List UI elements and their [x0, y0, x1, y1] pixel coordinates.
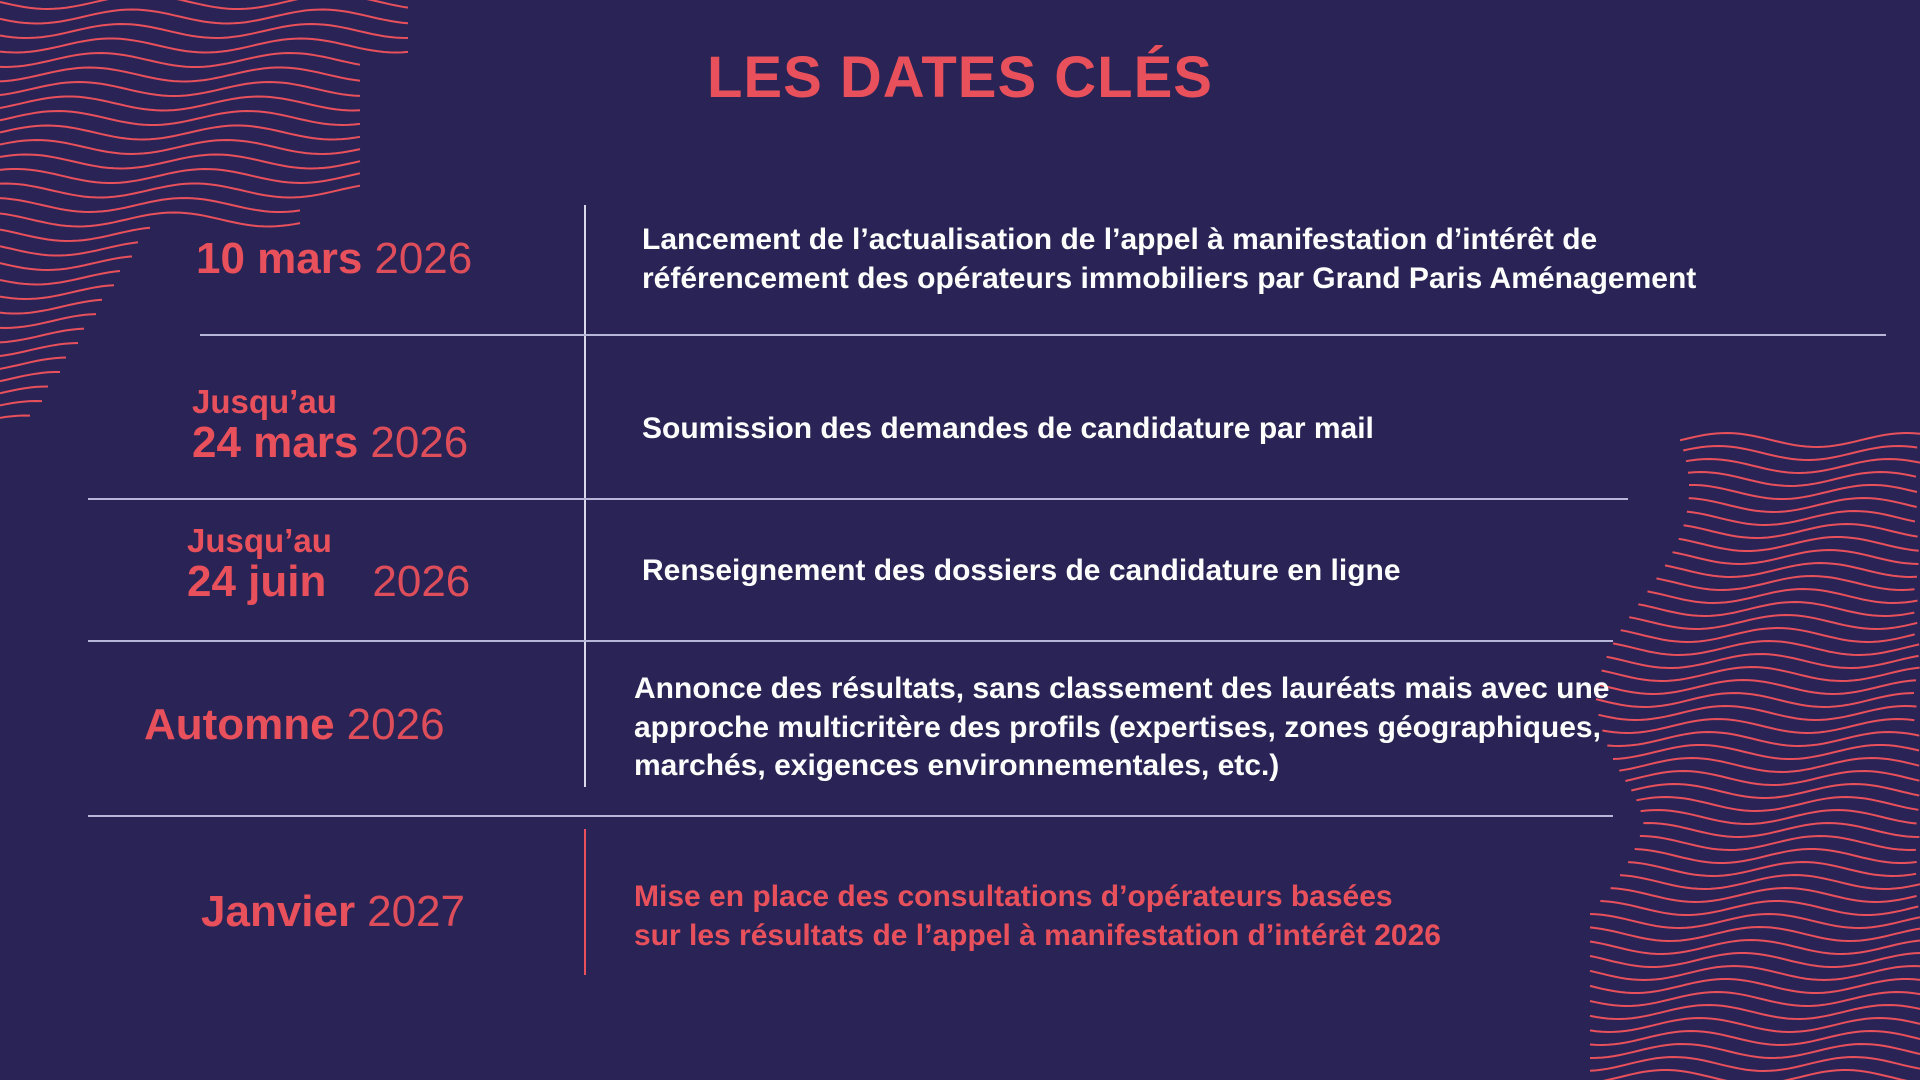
wave-line — [0, 401, 42, 405]
wave-line — [0, 126, 360, 140]
wave-line — [0, 271, 120, 285]
wave-line — [1600, 901, 1918, 915]
date-prefix: Jusqu’au — [187, 522, 332, 559]
description-line: Annonce des résultats, sans classement des lauréats mais avec une — [634, 672, 1610, 705]
wave-line — [1590, 953, 1920, 967]
wave-line — [1613, 641, 1919, 655]
date-label — [201, 889, 465, 935]
wave-line — [1628, 862, 1916, 876]
date-label — [187, 523, 470, 605]
wave-line — [1631, 784, 1919, 798]
wave-line — [1607, 732, 1919, 746]
wave-line — [1620, 875, 1920, 889]
wave-line — [1683, 446, 1917, 460]
wave-line — [1648, 589, 1918, 603]
wave-line — [1590, 966, 1920, 980]
wave-line — [1590, 1005, 1920, 1019]
wave-line — [0, 155, 360, 169]
milestone-description — [642, 221, 1696, 298]
wave-line — [0, 242, 138, 255]
wave-line — [1619, 758, 1919, 772]
wave-line — [1590, 1031, 1920, 1045]
wave-line — [0, 111, 360, 125]
wave-line — [0, 24, 408, 38]
wave-line — [1625, 771, 1919, 785]
wave-line — [0, 0, 408, 9]
wave-line — [1636, 797, 1918, 811]
wave-line — [0, 285, 114, 299]
wave-line — [0, 358, 66, 369]
wave-line — [0, 198, 300, 212]
date-main: Automne — [144, 700, 335, 749]
milestone-description — [634, 878, 1441, 955]
wave-line — [1640, 836, 1916, 850]
page-title: LES DATES CLÉS — [707, 45, 1213, 110]
wave-line — [1607, 654, 1919, 668]
wave-line — [1602, 667, 1920, 681]
wave-line — [1680, 433, 1920, 447]
wave-line — [1590, 1018, 1920, 1032]
date-label — [196, 236, 472, 282]
wave-line — [1638, 602, 1914, 616]
wave-line — [0, 329, 84, 343]
wave-line — [1590, 1057, 1920, 1071]
date-main: 10 mars — [196, 234, 363, 283]
wave-line — [0, 10, 408, 24]
wave-line — [1590, 914, 1920, 928]
wave-line — [0, 343, 78, 356]
description-line: sur les résultats de l’appel à manifestation d’intérêt 2026 — [634, 918, 1441, 952]
wave-line — [0, 387, 48, 394]
row-divider — [88, 815, 1613, 817]
date-main: Janvier — [201, 887, 356, 936]
date-label — [192, 384, 468, 466]
wave-line — [1613, 745, 1919, 759]
wave-line — [0, 213, 300, 227]
date-main: 24 juin — [187, 557, 327, 606]
wave-line — [0, 314, 96, 328]
wave-line — [0, 256, 132, 270]
wave-line — [1641, 810, 1917, 824]
date-main: 24 mars — [192, 418, 359, 467]
wave-line — [1596, 693, 1914, 707]
date-year: 2026 — [372, 557, 471, 606]
wave-line — [1684, 524, 1918, 538]
wave-line — [0, 416, 30, 418]
wave-line — [1679, 537, 1919, 551]
wave-line — [0, 140, 360, 154]
wave-line — [1590, 979, 1920, 993]
wave-line — [1611, 888, 1917, 902]
wave-line — [1688, 472, 1916, 486]
row-divider — [200, 334, 1886, 336]
column-divider — [584, 205, 586, 787]
wave-line — [1657, 576, 1915, 590]
description-line: Renseignement des dossiers de candidature en ligne — [642, 554, 1401, 587]
wave-line — [1621, 628, 1915, 642]
date-label — [144, 702, 445, 748]
description-line: référencement des opérateurs immobiliers par Grand Paris Aménagement — [642, 261, 1697, 295]
wave-line — [1665, 563, 1917, 577]
wave-line — [0, 228, 150, 241]
wave-line — [1643, 823, 1919, 837]
description-line: marchés, exigences environnementales, etc.) — [634, 749, 1280, 782]
wave-line — [1686, 459, 1920, 473]
wave-line — [1673, 550, 1919, 564]
milestone-description — [634, 670, 1609, 786]
wave-line — [1635, 849, 1917, 863]
wave-line — [1590, 940, 1920, 954]
description-line: Soumission des demandes de candidature par mail — [642, 412, 1374, 445]
date-year: 2026 — [346, 700, 445, 749]
wave-line — [1590, 927, 1920, 941]
description-line: approche multicritère des profils (expertises, zones géographiques, — [634, 710, 1601, 744]
wave-line — [0, 300, 102, 314]
wave-line — [0, 372, 60, 381]
wave-line — [0, 184, 360, 198]
wave-line — [1629, 615, 1917, 629]
wave-line — [0, 169, 360, 183]
column-divider-accent — [584, 829, 586, 975]
date-year: 2026 — [370, 418, 469, 467]
milestone-description — [642, 552, 1401, 591]
milestone-description — [642, 410, 1374, 449]
wave-line — [1687, 511, 1915, 525]
wave-line — [1590, 1044, 1920, 1058]
date-prefix: Jusqu’au — [192, 383, 337, 420]
date-year: 2027 — [367, 887, 465, 936]
row-divider — [88, 640, 1613, 642]
description-line: Lancement de l’actualisation de l’appel à manifestation d’intérêt de — [642, 223, 1598, 256]
wave-line — [1602, 719, 1914, 733]
wave-line — [1689, 498, 1917, 512]
row-divider — [88, 498, 1628, 500]
wave-line — [1598, 680, 1916, 694]
wave-line — [1599, 706, 1917, 720]
wave-line — [1689, 485, 1917, 499]
description-line: Mise en place des consultations d’opérateurs basées — [634, 880, 1393, 913]
date-year: 2026 — [374, 234, 473, 283]
wave-line — [1590, 992, 1920, 1006]
